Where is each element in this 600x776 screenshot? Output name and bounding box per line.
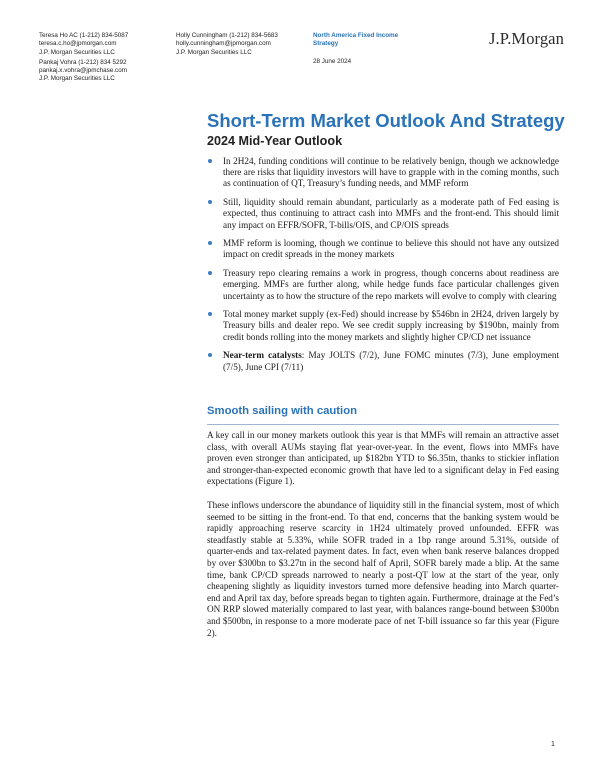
analyst-email[interactable]: teresa.c.ho@jpmorgan.com xyxy=(39,40,117,48)
body-paragraph: These inflows underscore the abundance of liquidity still in the financial system, most of which seemed to be sitting in the front-end. To that end, concerns that the banking system would be rapidly approaching reserve scarcity in 1H24 ultimately proved unfounded. EFFR was steadfastly stable at 5.33%, while SOFR traded in a 1bp range around 5.31%, outside of quarter-ends and tax-related payment dates. In fact, even when bank reserve balances dropped by over $300bn to $3.27tn in the second half of April, SOFR barely made a blip. At the same time, bank CP/CD spreads narrowed to nearly a post-QT low at the start of the year, only cheapening slightly as liquidity investors turned more defensive heading into March quarter-end and April tax day, before spreads began to tighten again. Furthermore, drainage at the Fed’s ON RRP slowed materially compared to last year, with balances range-bound between $300bn and $500bn, in response to a more moderate pace of net T-bill issuance so far this year (Figure 2). xyxy=(207,500,559,638)
bullet-icon xyxy=(208,353,212,357)
bullet-text: Treasury repo clearing remains a work in progress, though concerns about readiness are emerging. MMFs are further along, while hedge funds face particular challenges given uncertainty as to how the structure of the repo markets will evolve to comply with clearing xyxy=(223,268,559,301)
page-title: Short-Term Market Outlook And Strategy xyxy=(207,110,565,131)
analyst-contact xyxy=(39,32,128,57)
analyst-contacts-left xyxy=(39,32,128,86)
page-number: 1 xyxy=(551,741,555,748)
bullet-icon xyxy=(208,241,212,245)
section-divider xyxy=(207,424,559,425)
section-title: Smooth sailing with caution xyxy=(207,405,357,417)
bullet-text: : May JOLTS (7/2), June FOMC minutes (7/3), June employment (7/5), June CPI (7/11) xyxy=(223,350,559,372)
list-item xyxy=(207,197,559,231)
analyst-contacts-middle xyxy=(176,32,278,59)
department-label: North America Fixed Income Strategy xyxy=(313,32,399,48)
bullet-icon xyxy=(208,271,212,275)
body-paragraph: A key call in our money markets outlook this year is that MMFs will remain an attractive asset class, with overall AUMs staying flat year-over-year. In the event, flows into MMFs have proven even stronger than anticipated, up $182bn YTD to $6.35tn, thanks to stickier inflation and stronger-than-expected economic growth that have led to a significant delay in Fed easing expectations (Figure 1). xyxy=(207,430,559,487)
analyst-firm: J.P. Morgan Securities LLC xyxy=(39,48,115,56)
analyst-contact xyxy=(39,59,128,84)
analyst-name-phone: Pankaj Vohra (1-212) 834 5292 xyxy=(39,58,127,66)
list-item xyxy=(207,268,559,302)
page-subtitle: 2024 Mid-Year Outlook xyxy=(207,134,343,148)
analyst-contact xyxy=(176,32,278,57)
bullet-icon xyxy=(208,200,212,204)
bullet-text: Still, liquidity should remain abundant, particularly as a moderate path of Fed easing is expected, thus continuing to attract cash into MMFs and the front-end. This should limit any impact on EFFR/SOFR, T-bills/OIS, and CP/OIS spreads xyxy=(223,197,559,230)
analyst-name-phone: Holly Cunningham (1-212) 834-5683 xyxy=(176,32,278,39)
list-item xyxy=(207,238,559,260)
analyst-firm: J.P. Morgan Securities LLC xyxy=(176,48,252,56)
list-item xyxy=(207,350,559,372)
analyst-name-phone: Teresa Ho AC (1-212) 834-5087 xyxy=(39,32,129,39)
analyst-firm: J.P. Morgan Securities LLC xyxy=(39,75,115,83)
bullet-text: In 2H24, funding conditions will continue to be relatively benign, though we acknowledge there are risks that liquidity investors will have to grapple with in the coming months, such as continuation of QT, Treasury’s funding needs, and MMF reform xyxy=(223,156,559,189)
list-item xyxy=(207,156,559,190)
jpmorgan-logo: J.P.Morgan xyxy=(489,29,564,48)
analyst-email[interactable]: holly.cunningham@jpmorgan.com xyxy=(176,40,271,48)
key-points-list xyxy=(207,156,559,380)
bullet-lead: Near-term catalysts xyxy=(223,350,302,361)
list-item xyxy=(207,309,559,343)
bullet-icon xyxy=(208,159,212,163)
report-meta xyxy=(313,32,423,66)
report-date: 28 June 2024 xyxy=(313,57,352,65)
bullet-text: MMF reform is looming, though we continue to believe this should not have any outsized impact on credit spreads in the money markets xyxy=(223,238,559,260)
bullet-text: Total money market supply (ex-Fed) should increase by $546bn in 2H24, driven largely by Treasury bills and dealer repo. We see credit supply increasing by $190bn, mainly from credit bonds rolling into the money markets and slightly higher CP/CD net issuance xyxy=(223,309,559,342)
bullet-icon xyxy=(208,312,212,316)
analyst-email[interactable]: pankaj.x.vohra@jpmchase.com xyxy=(39,67,127,75)
